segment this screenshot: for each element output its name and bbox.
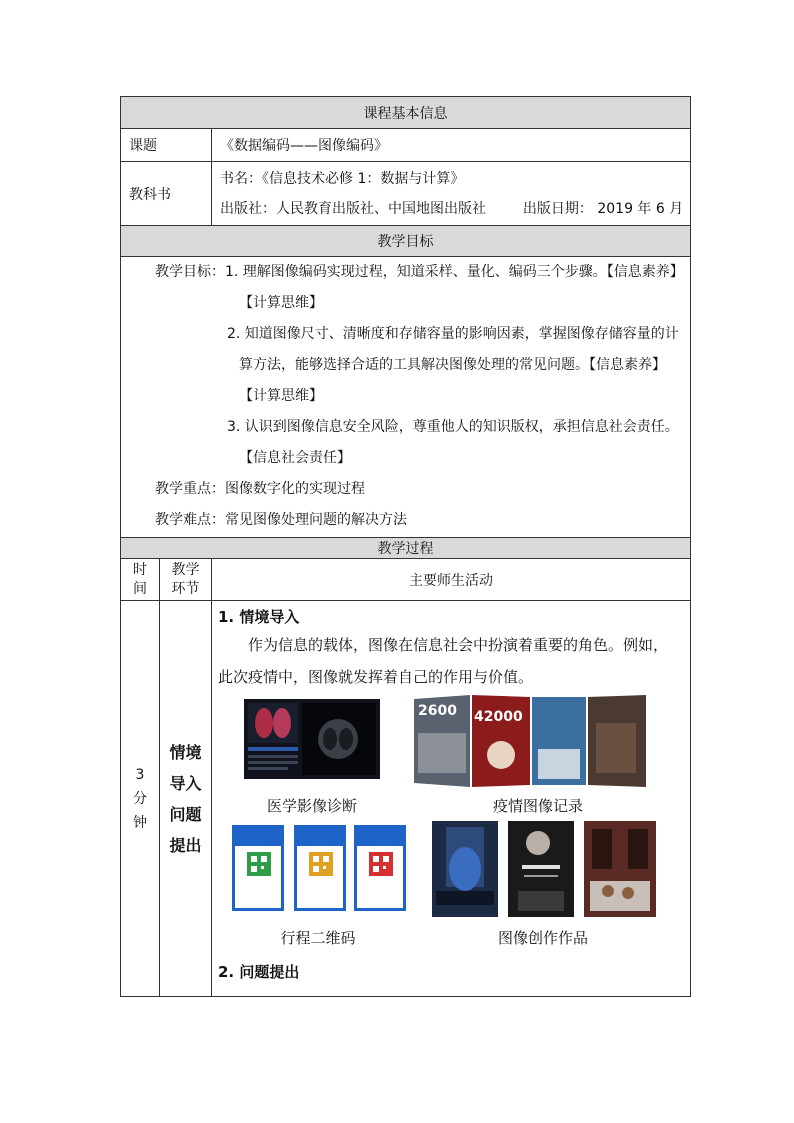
stage-1: 情境 bbox=[169, 742, 202, 762]
image-grid bbox=[218, 693, 682, 989]
col-stage-1: 教学 bbox=[171, 561, 200, 578]
step1-title: 1. 情境导入 bbox=[218, 608, 300, 626]
activity-cell bbox=[212, 601, 691, 997]
publisher-row bbox=[220, 194, 690, 224]
qr-card-red bbox=[354, 825, 406, 911]
qr-card-yellow bbox=[294, 825, 346, 911]
section-header-objectives: 教学目标 bbox=[121, 226, 691, 257]
caption-qr: 行程二维码 bbox=[280, 929, 356, 947]
poster-num-2: 42000 bbox=[474, 709, 523, 725]
stage-cell bbox=[160, 601, 212, 997]
publisher: 出版社：人民教育出版社、中国地图出版社 bbox=[220, 200, 486, 217]
objective-1-tag: 【计算思维】 bbox=[239, 295, 323, 311]
section-header-process: 教学过程 bbox=[121, 538, 691, 559]
poster-num-1: 2600 bbox=[418, 703, 457, 719]
qr-code-icon bbox=[309, 852, 333, 876]
step2-title: 2. 问题提出 bbox=[218, 963, 300, 981]
section-header-basic-info: 课程基本信息 bbox=[121, 97, 691, 129]
stage-3: 问题 bbox=[169, 804, 202, 824]
caption-medical: 医学影像诊断 bbox=[266, 797, 357, 815]
stage-4: 提出 bbox=[169, 835, 202, 855]
art-poster-2 bbox=[508, 821, 574, 917]
col-activity: 主要师生活动 bbox=[212, 559, 691, 601]
qr-card-green bbox=[232, 825, 284, 911]
pub-date: 出版日期： 2019 年 6 月 bbox=[522, 200, 684, 217]
col-stage bbox=[160, 559, 212, 601]
topic-label: 课题 bbox=[121, 129, 212, 162]
qr-code-icon bbox=[247, 852, 271, 876]
objective-2-cont: 算方法，能够选择合适的工具解决图像处理的常见问题。【信息素养】 bbox=[239, 357, 666, 373]
qr-code-icon bbox=[369, 852, 393, 876]
step1-para: 作为信息的载体，图像在信息社会中扮演着重要的角色。例如，此次疫情中，图像就发挥着自己的作用与价值。 bbox=[218, 636, 669, 686]
objectives-cell bbox=[121, 257, 691, 538]
time-2: 分 bbox=[133, 790, 147, 807]
book-name: 书名：《信息技术必修 1：数据与计算》 bbox=[220, 170, 465, 187]
epidemic-record-image bbox=[414, 693, 646, 789]
caption-record: 疫情图像记录 bbox=[492, 797, 583, 815]
art-poster-1 bbox=[432, 821, 498, 917]
topic-value: 《数据编码——图像编码》 bbox=[212, 129, 691, 162]
objective-2: 2. 知道图像尺寸、清晰度和存储容量的影响因素，掌握图像存储容量的计 bbox=[227, 326, 679, 342]
lesson-plan-table bbox=[120, 96, 691, 997]
objective-3: 3. 认识到图像信息安全风险，尊重他人的知识版权，承担信息社会责任。 bbox=[227, 419, 679, 435]
objective-3-tag: 【信息社会责任】 bbox=[239, 450, 351, 466]
art-poster-3 bbox=[584, 821, 656, 917]
col-time-2: 间 bbox=[133, 580, 147, 597]
time-cell bbox=[121, 601, 160, 997]
medical-imaging-image bbox=[244, 699, 380, 779]
time-3: 钟 bbox=[133, 814, 147, 831]
objective-2-tag: 【计算思维】 bbox=[239, 388, 323, 404]
objective-1: 教学目标：1. 理解图像编码实现过程，知道采样、量化、编码三个步骤。【信息素养】 bbox=[155, 264, 684, 280]
col-time-1: 时 bbox=[133, 561, 147, 578]
time-1: 3 bbox=[135, 766, 145, 783]
textbook-info bbox=[212, 162, 691, 226]
caption-art: 图像创作作品 bbox=[497, 929, 588, 947]
stage-2: 导入 bbox=[169, 773, 202, 793]
textbook-label: 教科书 bbox=[121, 162, 212, 226]
key-point: 教学重点：图像数字化的实现过程 bbox=[155, 481, 365, 497]
difficulty: 教学难点：常见图像处理问题的解决方法 bbox=[155, 512, 407, 528]
col-time bbox=[121, 559, 160, 601]
col-stage-2: 环节 bbox=[171, 580, 200, 597]
